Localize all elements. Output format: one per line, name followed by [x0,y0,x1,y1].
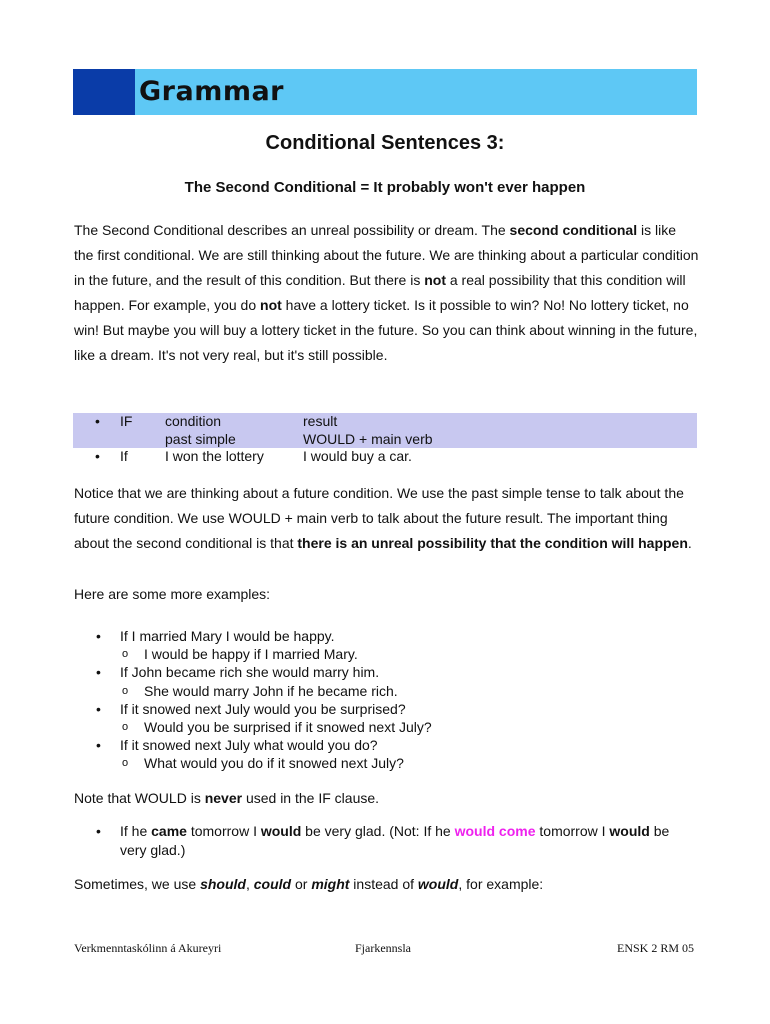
list-item [74,754,699,772]
intro-text: have a lottery ticket. Is it possible to win? No! No lottery ticket, no win! But maybe you will buy a lottery ticket in the future. So you can think about winning in the future, like a dream. It's not very real, but it's still possible. [74,297,698,363]
footer-course-code: ENSK 2 RM 05 [617,941,695,955]
example-variant: What would you do if it snowed next July? [144,755,404,772]
intro-bold: second conditional [509,222,638,238]
bullet: • [96,823,101,839]
examples-intro: Here are some more examples: [74,586,271,602]
note-example-part: be very glad.) [120,823,670,858]
note-example-text [120,822,690,860]
note-example-part: be very glad. (Not: If he [301,823,455,839]
footer-school: Verkmenntaskólinn á Akureyri [74,941,222,955]
sometimes-text: or [291,876,312,892]
example-sentence: If I married Mary I would be happy. [120,628,335,644]
sub-bullet: o [122,720,129,733]
list-item [74,718,699,736]
note-example-part: If he [120,823,152,839]
modal-word: would [417,876,459,892]
sometimes-text: instead of [349,876,418,892]
notice-text: . [687,535,692,551]
bullet: • [96,664,101,681]
note-paragraph [74,786,699,811]
table-cell-result: I would buy a car. [303,448,412,464]
table-cell-condition: past simple [165,430,236,447]
list-item [74,682,699,700]
intro-text: a real possibility that this condition will happen. For example, you do [74,272,686,313]
modal-word: should [200,876,246,892]
intro-bold: not [260,297,282,313]
table-row [73,431,697,449]
highlighted-wrong-form: would come [454,823,536,839]
list-item [74,645,699,663]
list-item [74,627,699,645]
sometimes-text: , [245,876,254,892]
bullet: • [95,448,100,464]
header-banner [73,69,697,115]
table-cell-if: If [120,448,128,464]
notice-text: Notice that we are thinking about a future condition. We use the past simple tense to talk about the future condition. We use WOULD + main verb to talk about the future result. The important thing about the second conditional is that [74,485,684,551]
table-cell-result: result [303,413,338,429]
page-subtitle: The Second Conditional = It probably won't ever happen [184,179,586,196]
list-item [74,663,699,681]
intro-text: The Second Conditional describes an unreal possibility or dream. The [74,222,510,238]
intro-paragraph [74,218,699,368]
example-sentence: If it snowed next July would you be surprised? [120,700,406,717]
page-title: Conditional Sentences 3: [265,132,505,154]
bullet: • [96,700,101,717]
note-example-bold: came [151,823,187,839]
sub-bullet: o [122,757,129,770]
note-example-bold: would [260,823,302,839]
note-bold: never [204,790,243,806]
table-cell-condition: condition [165,413,222,429]
bullet: • [96,737,101,754]
sometimes-paragraph [74,872,699,897]
note-text: Note that WOULD is [74,790,205,806]
table-row [73,413,697,431]
modal-word: might [311,876,350,892]
sub-bullet: o [122,684,129,697]
bullet: • [95,413,100,429]
bullet: • [96,628,101,644]
example-variant: She would marry John if he became rich. [144,682,398,699]
list-item [74,700,699,718]
banner-title: Grammar [139,76,284,107]
example-sentence: If it snowed next July what would you do? [120,737,378,754]
note-example-part: tomorrow I [186,823,261,839]
examples-list [74,627,699,773]
table-cell-condition: I won the lottery [165,448,264,464]
sometimes-text: Sometimes, we use [74,876,201,892]
footer-course-type: Fjarkennsla [355,941,411,955]
table-cell-result: WOULD + main verb [303,430,433,447]
intro-bold: not [424,272,446,288]
note-example-bold: would [609,823,650,839]
notice-paragraph [74,481,699,556]
note-example-part: tomorrow I [535,823,610,839]
list-item [74,736,699,754]
table-row [73,448,697,466]
intro-text: is like the first conditional. We are still thinking about the future. We are thinking about a particular condition in the future, and the result of this condition. But there is [74,222,699,288]
example-variant: I would be happy if I married Mary. [144,646,358,663]
example-variant: Would you be surprised if it snowed next July? [144,718,432,735]
structure-table [73,413,697,466]
modal-word: could [253,876,292,892]
sometimes-text: , for example: [458,876,544,892]
sub-bullet: o [122,648,129,661]
notice-bold: there is an unreal possibility that the condition will happen [297,535,688,551]
banner-block [73,69,135,115]
example-sentence: If John became rich she would marry him. [120,664,380,681]
note-text: used in the IF clause. [242,790,380,806]
table-cell-if: IF [120,413,133,429]
